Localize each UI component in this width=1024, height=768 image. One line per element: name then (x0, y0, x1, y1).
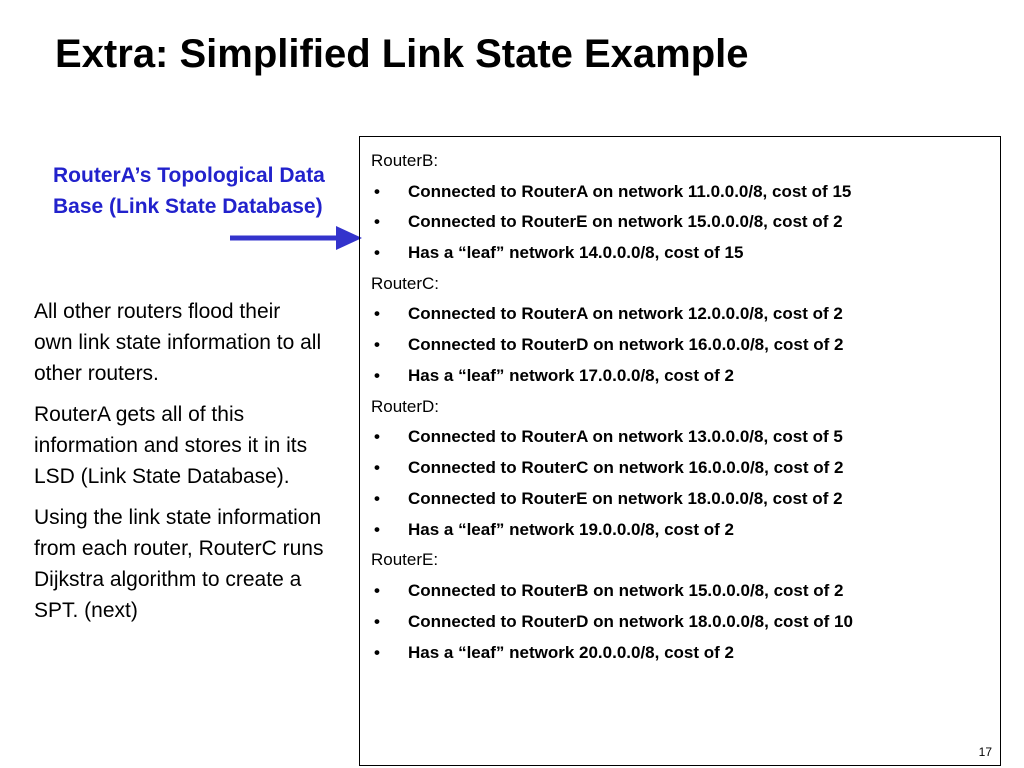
router-entry (371, 361, 1000, 392)
router-entry (371, 207, 1000, 238)
bullet-icon: • (374, 243, 380, 263)
explanation-paragraph: Using the link state information from each router, RouterC runs Dijkstra algorithm to create a SPT. (next) (34, 506, 324, 622)
router-entries (371, 422, 1000, 545)
router-entry (371, 484, 1000, 515)
router-entry (371, 330, 1000, 361)
router-name: RouterB: (371, 151, 439, 170)
entry-text: Connected to RouterD on network 16.0.0.0/8, cost of 2 (408, 335, 844, 355)
bullet-icon: • (374, 458, 380, 478)
router-block-b (371, 146, 1000, 269)
entry-text: Connected to RouterA on network 13.0.0.0/8, cost of 5 (408, 427, 843, 447)
router-name: RouterD: (371, 396, 440, 416)
entry-text: Connected to RouterB on network 15.0.0.0/8, cost of 2 (408, 580, 844, 600)
pointer-arrow-icon (230, 224, 362, 252)
bullet-icon: • (374, 335, 380, 355)
router-entry (371, 638, 1000, 669)
router-entry (371, 422, 1000, 453)
bullet-icon: • (374, 611, 380, 631)
router-entry (371, 453, 1000, 484)
entry-text: Connected to RouterD on network 18.0.0.0/8, cost of 10 (408, 611, 853, 631)
entry-text: Connected to RouterE on network 15.0.0.0/8, cost of 2 (408, 212, 843, 232)
bullet-icon: • (374, 519, 380, 539)
explanation-paragraph: RouterA gets all of this information and stores it in its LSD (Link State Database). (34, 403, 308, 488)
router-entry (371, 607, 1000, 638)
router-entry (371, 299, 1000, 330)
lsd-label: RouterA’s Topological Data Base (Link State Database) (53, 164, 325, 218)
page-number: 17 (978, 745, 992, 759)
bullet-icon: • (374, 580, 380, 600)
router-name: RouterC: (371, 273, 440, 293)
bullet-icon: • (374, 304, 380, 324)
entry-text: Connected to RouterA on network 12.0.0.0/8, cost of 2 (408, 304, 843, 324)
entry-text: Has a “leaf” network 14.0.0.0/8, cost of 15 (408, 243, 744, 263)
router-entry (371, 238, 1000, 269)
entry-text: Has a “leaf” network 19.0.0.0/8, cost of 2 (408, 519, 734, 539)
bullet-icon: • (374, 427, 380, 447)
bullet-icon: • (374, 642, 380, 662)
router-block-e (371, 545, 1000, 668)
link-state-database-box (359, 136, 1001, 766)
entry-text: Has a “leaf” network 17.0.0.0/8, cost of 2 (408, 365, 734, 385)
entry-text: Connected to RouterC on network 16.0.0.0/8, cost of 2 (408, 458, 844, 478)
router-entries (371, 177, 1000, 269)
router-block-d (371, 392, 1000, 546)
entry-text: Connected to RouterA on network 11.0.0.0/8, cost of 15 (408, 181, 852, 201)
router-entry (371, 515, 1000, 546)
entry-text: Connected to RouterE on network 18.0.0.0/8, cost of 2 (408, 488, 843, 508)
slide-title: Extra: Simplified Link State Example (55, 32, 749, 76)
explanation-paragraph: All other routers flood their own link state information to all other routers. (34, 300, 322, 385)
bullet-icon: • (374, 181, 380, 201)
router-entries (371, 299, 1000, 391)
bullet-icon: • (374, 365, 380, 385)
router-name: RouterE: (371, 550, 439, 570)
bullet-icon: • (374, 488, 380, 508)
entry-text: Has a “leaf” network 20.0.0.0/8, cost of 2 (408, 642, 734, 662)
router-entry (371, 576, 1000, 607)
explanation-text (34, 296, 324, 636)
bullet-icon: • (374, 212, 380, 232)
router-entries (371, 576, 1000, 668)
router-entry (371, 177, 1000, 208)
router-block-c (371, 269, 1000, 392)
